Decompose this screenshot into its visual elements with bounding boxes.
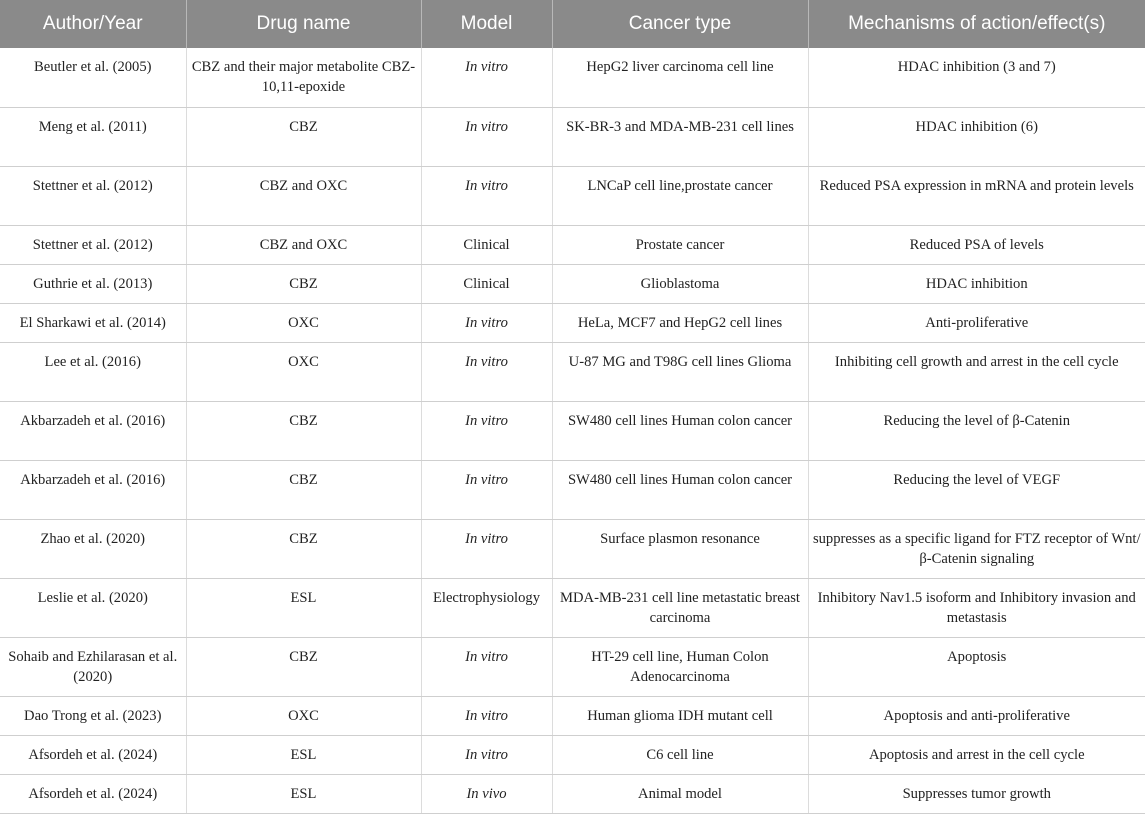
cell-author: Meng et al. (2011) — [0, 107, 186, 166]
cell-drug: ESL — [186, 735, 421, 774]
table-row — [0, 342, 1145, 401]
cell-drug: CBZ — [186, 637, 421, 696]
cell-drug: ESL — [186, 578, 421, 637]
cell-mechanism: Inhibitory Nav1.5 isoform and Inhibitory invasion and metastasis — [808, 578, 1145, 637]
cell-model: In vivo — [421, 774, 552, 813]
cell-cancer: SK-BR-3 and MDA-MB-231 cell lines — [552, 107, 808, 166]
cell-model: In vitro — [421, 519, 552, 578]
cell-cancer: Glioblastoma — [552, 264, 808, 303]
cell-author: Akbarzadeh et al. (2016) — [0, 401, 186, 460]
table-row — [0, 264, 1145, 303]
cell-mechanism: Reduced PSA expression in mRNA and protein levels — [808, 166, 1145, 225]
table-row — [0, 735, 1145, 774]
cell-drug: OXC — [186, 342, 421, 401]
table-row — [0, 696, 1145, 735]
cell-mechanism: Anti-proliferative — [808, 303, 1145, 342]
cell-author: Beutler et al. (2005) — [0, 48, 186, 107]
cell-model: Clinical — [421, 264, 552, 303]
header-mechanisms: Mechanisms of action/effect(s) — [808, 0, 1145, 48]
cell-mechanism: HDAC inhibition (3 and 7) — [808, 48, 1145, 107]
table-row — [0, 225, 1145, 264]
table-row — [0, 401, 1145, 460]
cell-cancer: Human glioma IDH mutant cell — [552, 696, 808, 735]
cell-cancer: HepG2 liver carcinoma cell line — [552, 48, 808, 107]
cell-model: In vitro — [421, 401, 552, 460]
header-drug-name: Drug name — [186, 0, 421, 48]
cell-model: In vitro — [421, 735, 552, 774]
cell-cancer: HeLa, MCF7 and HepG2 cell lines — [552, 303, 808, 342]
cell-author: El Sharkawi et al. (2014) — [0, 303, 186, 342]
cell-drug: CBZ — [186, 264, 421, 303]
cell-mechanism: Inhibiting cell growth and arrest in the cell cycle — [808, 342, 1145, 401]
table-row — [0, 460, 1145, 519]
header-row — [0, 0, 1145, 48]
cell-author: Sohaib and Ezhilarasan et al. (2020) — [0, 637, 186, 696]
cell-drug: OXC — [186, 696, 421, 735]
cell-mechanism: HDAC inhibition (6) — [808, 107, 1145, 166]
cell-author: Afsordeh et al. (2024) — [0, 735, 186, 774]
cell-model: In vitro — [421, 696, 552, 735]
cell-drug: CBZ — [186, 519, 421, 578]
cell-cancer: SW480 cell lines Human colon cancer — [552, 460, 808, 519]
cell-author: Dao Trong et al. (2023) — [0, 696, 186, 735]
cell-cancer: U-87 MG and T98G cell lines Glioma — [552, 342, 808, 401]
cell-model: In vitro — [421, 342, 552, 401]
cell-model: Electrophysiology — [421, 578, 552, 637]
cell-drug: OXC — [186, 303, 421, 342]
cell-model: In vitro — [421, 637, 552, 696]
header-model: Model — [421, 0, 552, 48]
cell-author: Lee et al. (2016) — [0, 342, 186, 401]
cell-cancer: LNCaP cell line,prostate cancer — [552, 166, 808, 225]
cell-author: Akbarzadeh et al. (2016) — [0, 460, 186, 519]
cell-drug: CBZ and OXC — [186, 166, 421, 225]
cell-drug: CBZ — [186, 460, 421, 519]
table-row — [0, 578, 1145, 637]
header-author-year: Author/Year — [0, 0, 186, 48]
cell-model: In vitro — [421, 48, 552, 107]
cell-author: Leslie et al. (2020) — [0, 578, 186, 637]
cell-model: In vitro — [421, 166, 552, 225]
cell-model: In vitro — [421, 460, 552, 519]
cell-model: In vitro — [421, 303, 552, 342]
cell-cancer: SW480 cell lines Human colon cancer — [552, 401, 808, 460]
cell-author: Zhao et al. (2020) — [0, 519, 186, 578]
cell-mechanism: Apoptosis and arrest in the cell cycle — [808, 735, 1145, 774]
cell-drug: CBZ and OXC — [186, 225, 421, 264]
cell-author: Stettner et al. (2012) — [0, 225, 186, 264]
cell-mechanism: Reduced PSA of levels — [808, 225, 1145, 264]
cell-drug: CBZ — [186, 107, 421, 166]
cell-author: Afsordeh et al. (2024) — [0, 774, 186, 813]
header-cancer-type: Cancer type — [552, 0, 808, 48]
table-row — [0, 303, 1145, 342]
table-row — [0, 774, 1145, 813]
table-row — [0, 637, 1145, 696]
cell-drug: ESL — [186, 774, 421, 813]
table-row — [0, 166, 1145, 225]
cell-cancer: Prostate cancer — [552, 225, 808, 264]
cell-drug: CBZ and their major metabolite CBZ-10,11-epoxide — [186, 48, 421, 107]
cell-model: Clinical — [421, 225, 552, 264]
cell-author: Stettner et al. (2012) — [0, 166, 186, 225]
cell-cancer: HT-29 cell line, Human Colon Adenocarcinoma — [552, 637, 808, 696]
cell-cancer: Animal model — [552, 774, 808, 813]
cell-model: In vitro — [421, 107, 552, 166]
table-row — [0, 519, 1145, 578]
cell-mechanism: Apoptosis — [808, 637, 1145, 696]
cell-drug: CBZ — [186, 401, 421, 460]
table-row — [0, 107, 1145, 166]
cell-mechanism: Reducing the level of VEGF — [808, 460, 1145, 519]
cell-mechanism: HDAC inhibition — [808, 264, 1145, 303]
cell-cancer: MDA-MB-231 cell line metastatic breast carcinoma — [552, 578, 808, 637]
cell-cancer: C6 cell line — [552, 735, 808, 774]
cell-author: Guthrie et al. (2013) — [0, 264, 186, 303]
cell-mechanism: Apoptosis and anti-proliferative — [808, 696, 1145, 735]
cell-mechanism: suppresses as a specific ligand for FTZ receptor of Wnt/β-Catenin signaling — [808, 519, 1145, 578]
cell-cancer: Surface plasmon resonance — [552, 519, 808, 578]
table-row — [0, 48, 1145, 107]
cell-mechanism: Suppresses tumor growth — [808, 774, 1145, 813]
cell-mechanism: Reducing the level of β-Catenin — [808, 401, 1145, 460]
